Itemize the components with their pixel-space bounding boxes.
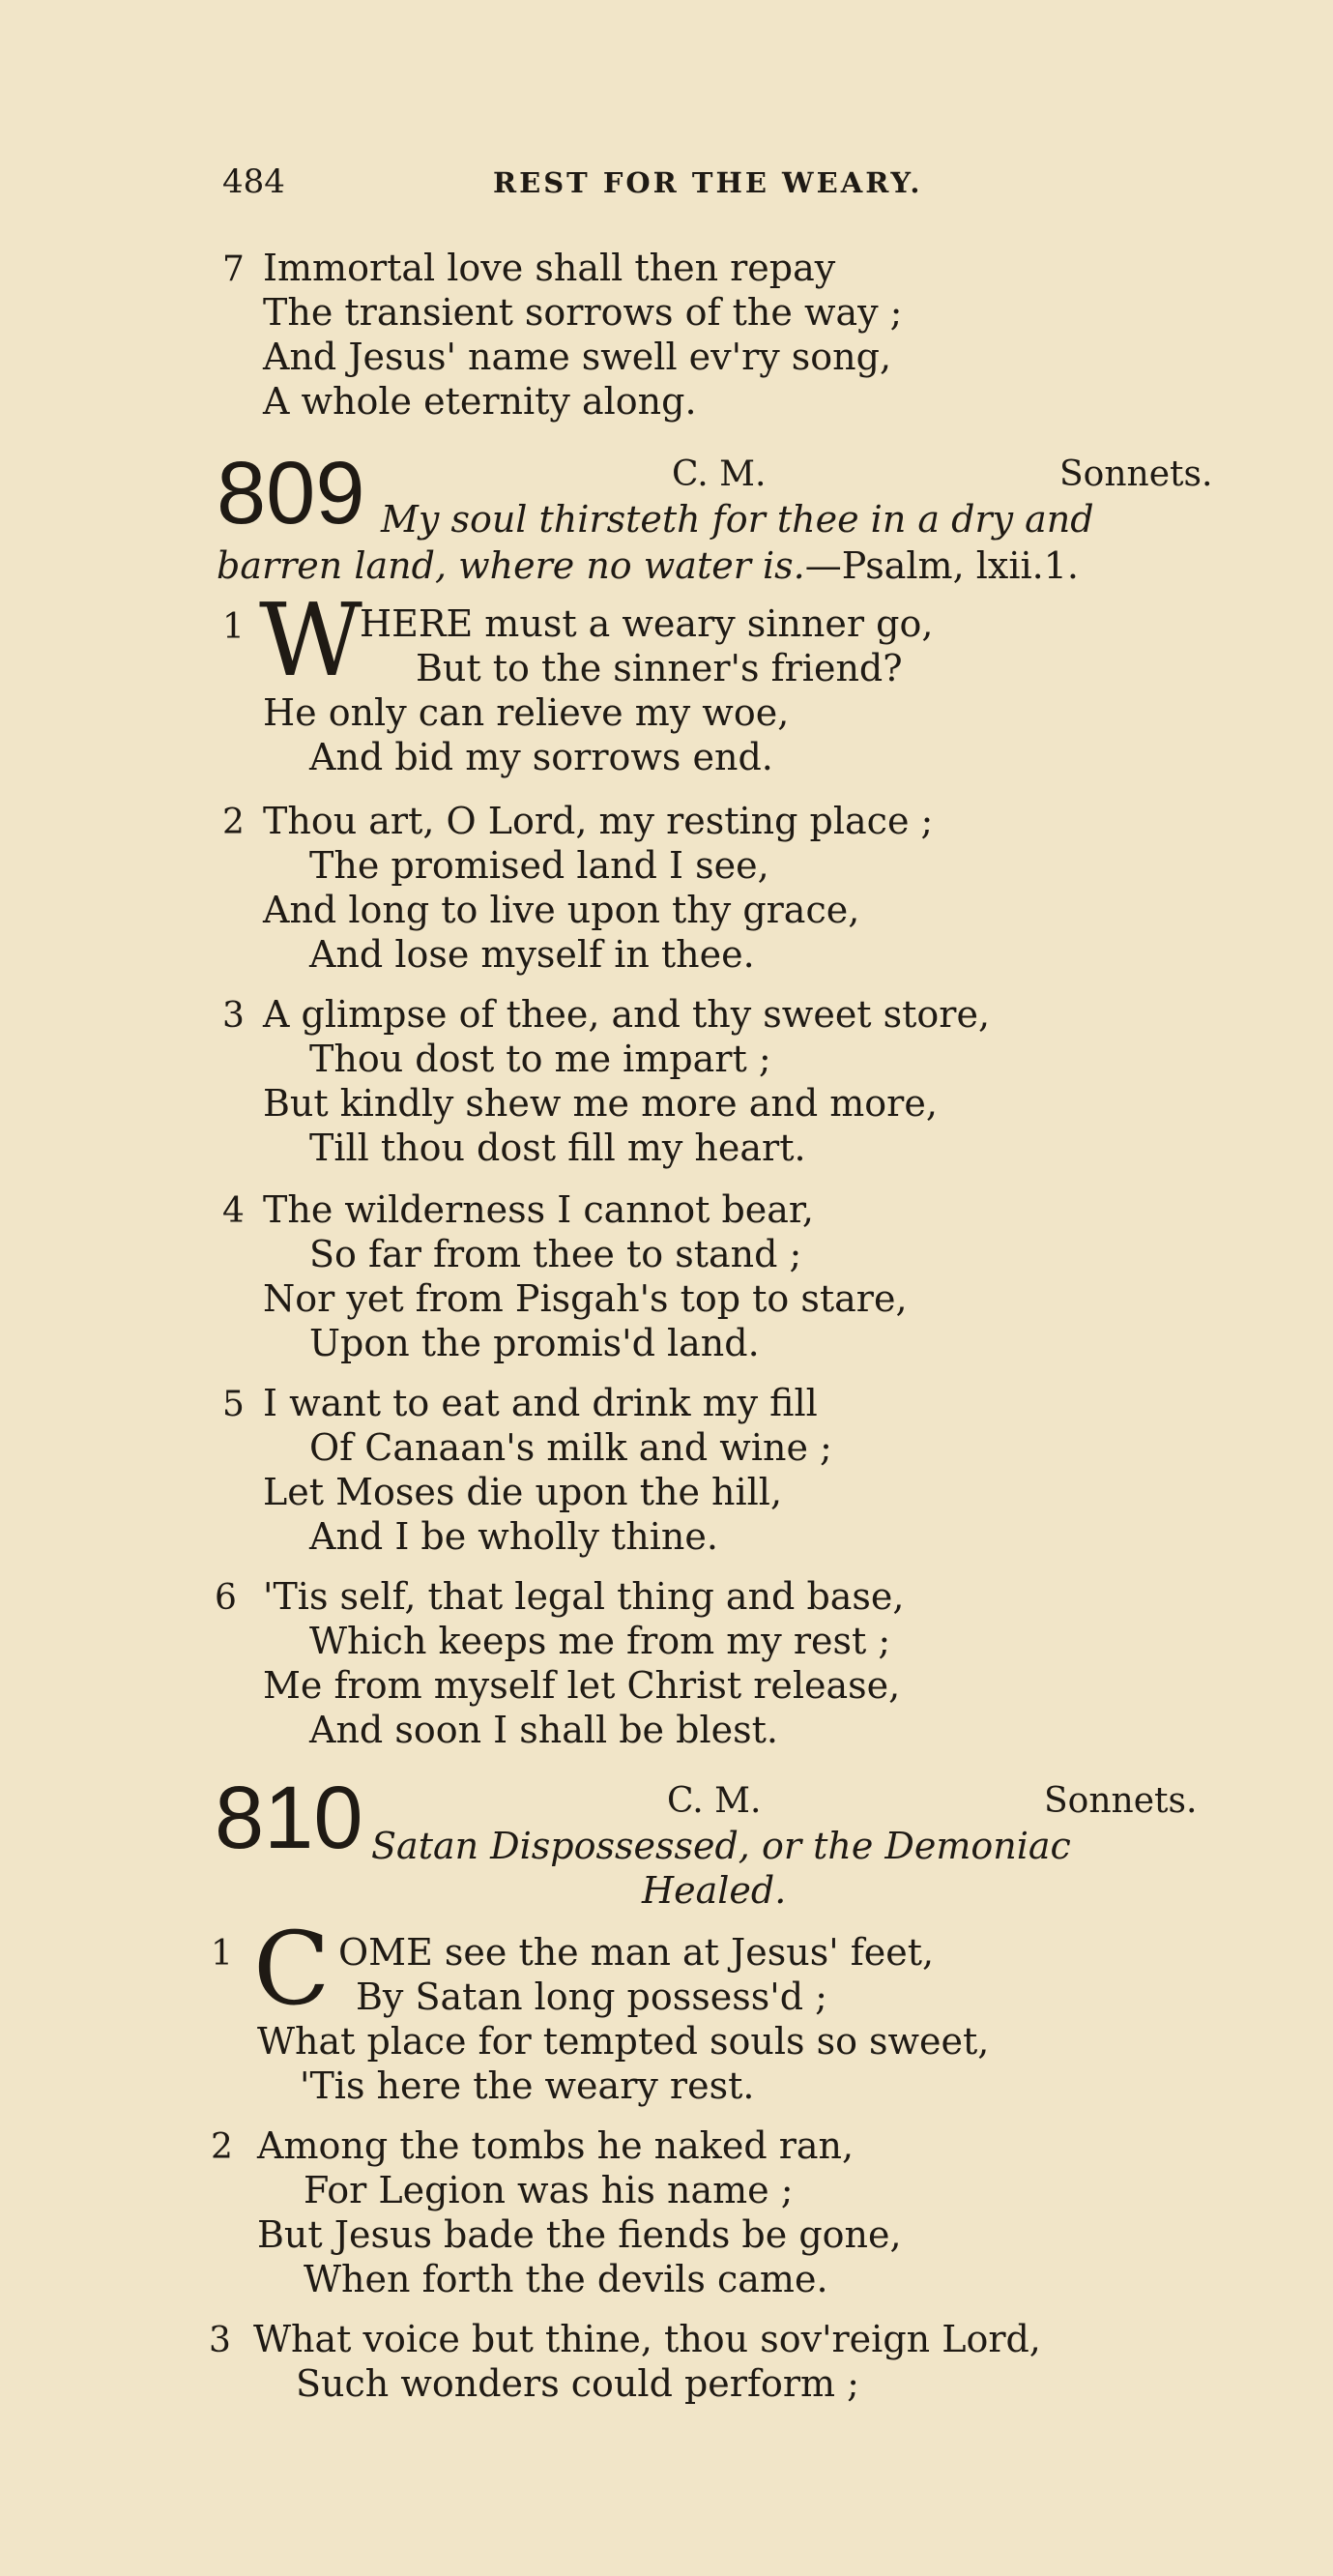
verse-line: Thou art, O Lord, my resting place ;: [263, 800, 934, 842]
verse-line: Such wonders could perform ;: [296, 2362, 859, 2405]
hymn-subtitle: Satan Dispossessed, or the Demoniac: [371, 1825, 1071, 1867]
page-number: 484: [222, 162, 285, 201]
hymn-number: 809: [217, 444, 365, 542]
verse-line: But Jesus bade the fiends be gone,: [257, 2213, 902, 2256]
verse-line: A whole eternity along.: [263, 380, 697, 423]
drop-cap: C: [253, 1910, 331, 2028]
verse-number: 2: [222, 803, 245, 842]
verse-number: 1: [211, 1934, 233, 1974]
hymn-subtitle-cont: barren land, where no water is.: [217, 544, 805, 587]
verse-line: Let Moses die upon the hill,: [263, 1471, 783, 1513]
verse-line: And lose myself in thee.: [309, 933, 755, 976]
verse-line: What place for tempted souls so sweet,: [257, 2020, 990, 2063]
verse-number: 5: [222, 1385, 245, 1424]
verse-line: Of Canaan's milk and wine ;: [309, 1426, 832, 1469]
verse-line: But to the sinner's friend?: [416, 647, 903, 689]
verse-number: 1: [222, 607, 245, 647]
verse-number: 3: [222, 996, 245, 1036]
verse-line: He only can relieve my woe,: [263, 691, 790, 734]
hymn-meter: C. M.: [667, 1781, 762, 1821]
hymn-subtitle: My soul thirsteth for thee in a dry and: [381, 498, 1094, 541]
verse-line: I want to eat and drink my fill: [263, 1382, 818, 1424]
hymn-meter: C. M.: [672, 454, 767, 494]
verse-line: The wilderness I cannot bear,: [263, 1188, 814, 1231]
verse-number: 4: [222, 1191, 245, 1231]
hymn-number: 810: [215, 1769, 363, 1867]
verse-line: OME see the man at Jesus' feet,: [338, 1931, 935, 1974]
verse-line: And soon I shall be blest.: [309, 1709, 778, 1751]
verse-line: HERE must a weary sinner go,: [360, 602, 934, 645]
hymn-tune: Sonnets.: [1059, 454, 1213, 494]
verse-line: Thou dost to me impart ;: [309, 1038, 771, 1080]
verse-line: When forth the devils came.: [304, 2258, 828, 2300]
verse-line: A glimpse of thee, and thy sweet store,: [263, 993, 991, 1036]
verse-line: Till thou dost fill my heart.: [309, 1127, 806, 1169]
verse-number: 7: [222, 249, 245, 289]
verse-line: The promised land I see,: [309, 844, 769, 887]
verse-line: The transient sorrows of the way ;: [263, 291, 903, 334]
running-title: REST FOR THE WEARY.: [493, 166, 923, 199]
verse-line: And long to live upon thy grace,: [263, 889, 860, 931]
verse-line: Immortal love shall then repay: [263, 247, 836, 289]
verse-number: 6: [215, 1578, 237, 1618]
verse-line: But kindly shew me more and more,: [263, 1082, 938, 1125]
verse-number: 2: [211, 2127, 233, 2167]
verse-line: And bid my sorrows end.: [309, 736, 773, 778]
drop-cap: W: [259, 581, 362, 699]
verse-line: 'Tis self, that legal thing and base,: [263, 1575, 905, 1618]
verse-line: What voice but thine, thou sov'reign Lord,: [253, 2318, 1041, 2360]
verse-line: Nor yet from Pisgah's top to stare,: [263, 1277, 908, 1320]
hymn-subtitle-cont: Healed.: [642, 1869, 787, 1912]
verse-line: For Legion was his name ;: [304, 2169, 794, 2211]
verse-number: 3: [209, 2321, 231, 2360]
scripture-reference: —Psalm, lxii.1.: [804, 544, 1079, 587]
verse-line: Among the tombs he naked ran,: [257, 2124, 855, 2167]
verse-line: Me from myself let Christ release,: [263, 1664, 901, 1707]
verse-line: 'Tis here the weary rest.: [300, 2064, 755, 2107]
verse-line: And I be wholly thine.: [309, 1515, 718, 1558]
verse-line: By Satan long possess'd ;: [356, 1976, 827, 2018]
hymn-tune: Sonnets.: [1044, 1781, 1198, 1821]
verse-line: Which keeps me from my rest ;: [309, 1620, 891, 1662]
verse-line: So far from thee to stand ;: [309, 1233, 802, 1275]
verse-line: And Jesus' name swell ev'ry song,: [263, 336, 892, 378]
verse-line: Upon the promis'd land.: [309, 1322, 760, 1364]
